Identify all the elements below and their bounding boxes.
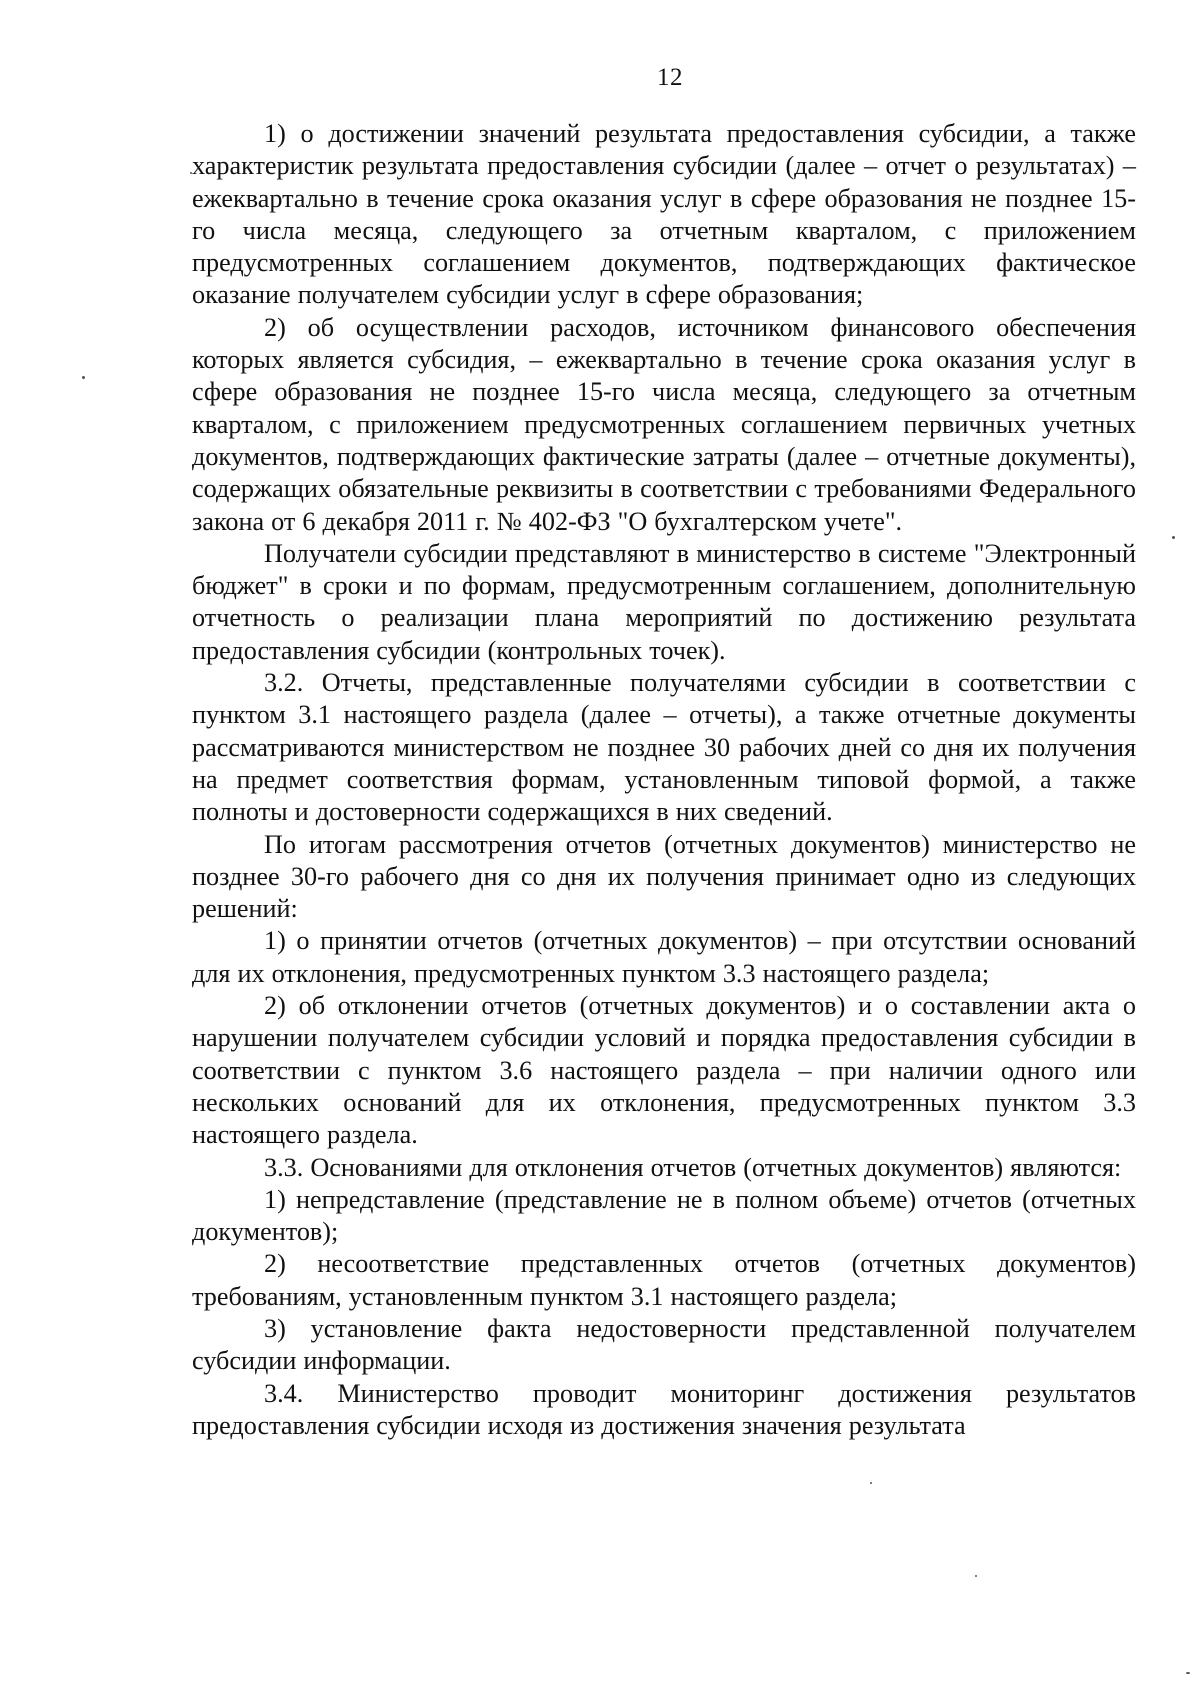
scan-speck [82,376,85,379]
paragraph-electronic-budget: Получатели субсидии представляют в министерство в системе "Электронный бюджет" в сроки и по формам, предусмотренным соглашением, дополнительную отчетность о реализации плана мероприятий по достижению результата предоставления субсидии (контрольных точек). [192,538,1136,665]
paragraph-review-decisions: По итогам рассмотрения отчетов (отчетных документов) министерство не позднее 30-го рабочего дня со дня их получения принимает одно из следующих решений: [192,829,1136,924]
paragraph-decision-reject: 2) об отклонении отчетов (отчетных документов) и о составлении акта о нарушении получателем субсидии условий и порядка предоставления субсидии в соответствии с пунктом 3.6 настоящего раздела – при наличии одного или нескольких оснований для их отклонения, предусмотренных пунктом 3.3 настоящего раздела. [192,991,1136,1150]
scan-speck [1186,1672,1190,1674]
paragraph-ground-1: 1) непредставление (представление не в полном объеме) отчетов (отчетных документов); [192,1184,1136,1247]
document-body [192,118,1136,1442]
paragraph-report-results: 1) о достижении значений результата предоставления субсидии, а также характеристик результата предоставления субсидии (далее – отчет о результатах) – ежеквартально в течение срока оказания услуг в сфере образования не позднее 15-го числа месяца, следующего за отчетным кварталом, с приложением предусмотренных соглашением документов, подтверждающих фактическое оказание получателем субсидии услуг в сфере образования; [192,119,1136,310]
scan-speck [975,1575,977,1577]
paragraph-section-3-4: 3.4. Министерство проводит мониторинг достижения результатов предоставления субсидии исходя из достижения значения результата [192,1378,1136,1440]
paragraph-section-3-3: 3.3. Основаниями для отклонения отчетов (отчетных документов) являются: [264,1152,1122,1182]
paragraph-report-expenses: 2) об осуществлении расходов, источником финансового обеспечения которых является субсидия, – ежеквартально в течение срока оказания услуг в сфере образования не позднее 15-го числа месяца, следующего за отчетным кварталом, с приложением предусмотренных соглашением первичных учетных документов, подтверждающих фактические затраты (далее – отчетные документы), содержащих обязательные реквизиты в соответствии с требованиями Федерального закона от 6 декабря 2011 г. № 402-ФЗ "О бухгалтерском учете". [192,312,1136,536]
paragraph-ground-3: 3) установление факта недостоверности представленной получателем субсидии информации. [192,1313,1136,1376]
paragraph-ground-2: 2) несоответствие представленных отчетов (отчетных документов) требованиям, установленным пунктом 3.1 настоящего раздела; [192,1249,1136,1311]
paragraph-decision-accept: 1) о принятии отчетов (отчетных документов) – при отсутствии оснований для их отклонения, предусмотренных пунктом 3.3 настоящего раздела; [192,926,1136,988]
scan-speck [870,1482,872,1484]
scan-speck [1172,536,1175,539]
page-number: 12 [657,64,683,91]
scan-speck [190,172,192,174]
paragraph-section-3-2: 3.2. Отчеты, представленные получателями субсидии в соответствии с пунктом 3.1 настоящего раздела (далее – отчеты), а также отчетные документы рассматриваются министерством не позднее 30 рабочих дней со дня их получения на предмет соответствия формам, установленным типовой формой, а также полноты и достоверности содержащихся в них сведений. [192,668,1136,827]
